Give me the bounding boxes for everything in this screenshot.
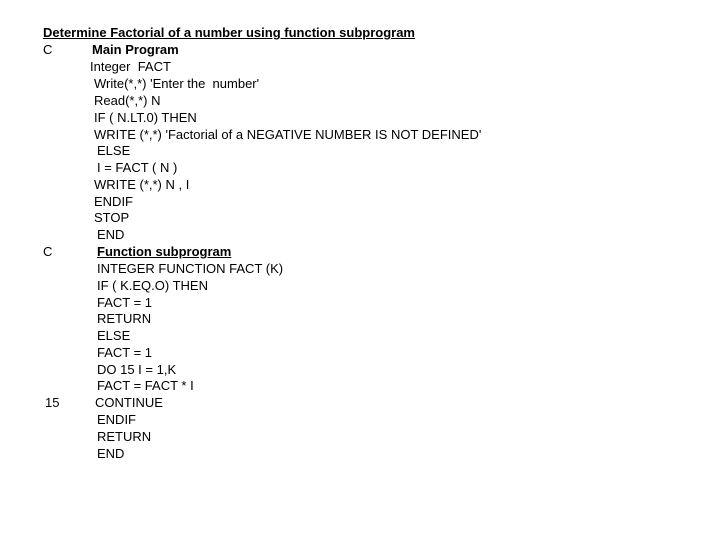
code-line: FACT = 1 bbox=[97, 345, 153, 360]
code-line: INTEGER FUNCTION FACT (K) bbox=[97, 261, 284, 276]
statement-label-15: 15 bbox=[45, 395, 60, 410]
code-line: WRITE (*,*) N , I bbox=[94, 177, 190, 192]
code-line: END bbox=[97, 446, 125, 461]
code-line: ENDIF bbox=[94, 194, 133, 209]
code-line: WRITE (*,*) 'Factorial of a NEGATIVE NUMBER IS NOT DEFINED' bbox=[94, 127, 482, 142]
code-line: RETURN bbox=[97, 311, 152, 326]
code-line: FACT = 1 bbox=[97, 295, 153, 310]
main-program-heading: Main Program bbox=[92, 42, 179, 57]
code-line: ELSE bbox=[97, 328, 131, 343]
code-line: FACT = FACT * I bbox=[97, 378, 194, 393]
code-line: CONTINUE bbox=[95, 395, 163, 410]
code-line: Write(*,*) 'Enter the number' bbox=[94, 76, 260, 91]
code-line: DO 15 I = 1,K bbox=[97, 362, 177, 377]
code-line: Read(*,*) N bbox=[94, 93, 161, 108]
comment-marker-function: C bbox=[43, 244, 53, 259]
code-line: IF ( N.LT.0) THEN bbox=[94, 110, 197, 125]
comment-marker-main: C bbox=[43, 42, 53, 57]
code-line: ENDIF bbox=[97, 412, 136, 427]
code-line: Integer FACT bbox=[90, 59, 171, 74]
code-line: IF ( K.EQ.O) THEN bbox=[97, 278, 208, 293]
code-line: RETURN bbox=[97, 429, 152, 444]
code-line: STOP bbox=[94, 210, 130, 225]
function-subprogram-heading: Function subprogram bbox=[97, 244, 232, 259]
code-line: ELSE bbox=[97, 143, 131, 158]
document-title: Determine Factorial of a number using function subprogram bbox=[43, 25, 415, 40]
code-line: END bbox=[97, 227, 125, 242]
code-line: I = FACT ( N ) bbox=[97, 160, 178, 175]
